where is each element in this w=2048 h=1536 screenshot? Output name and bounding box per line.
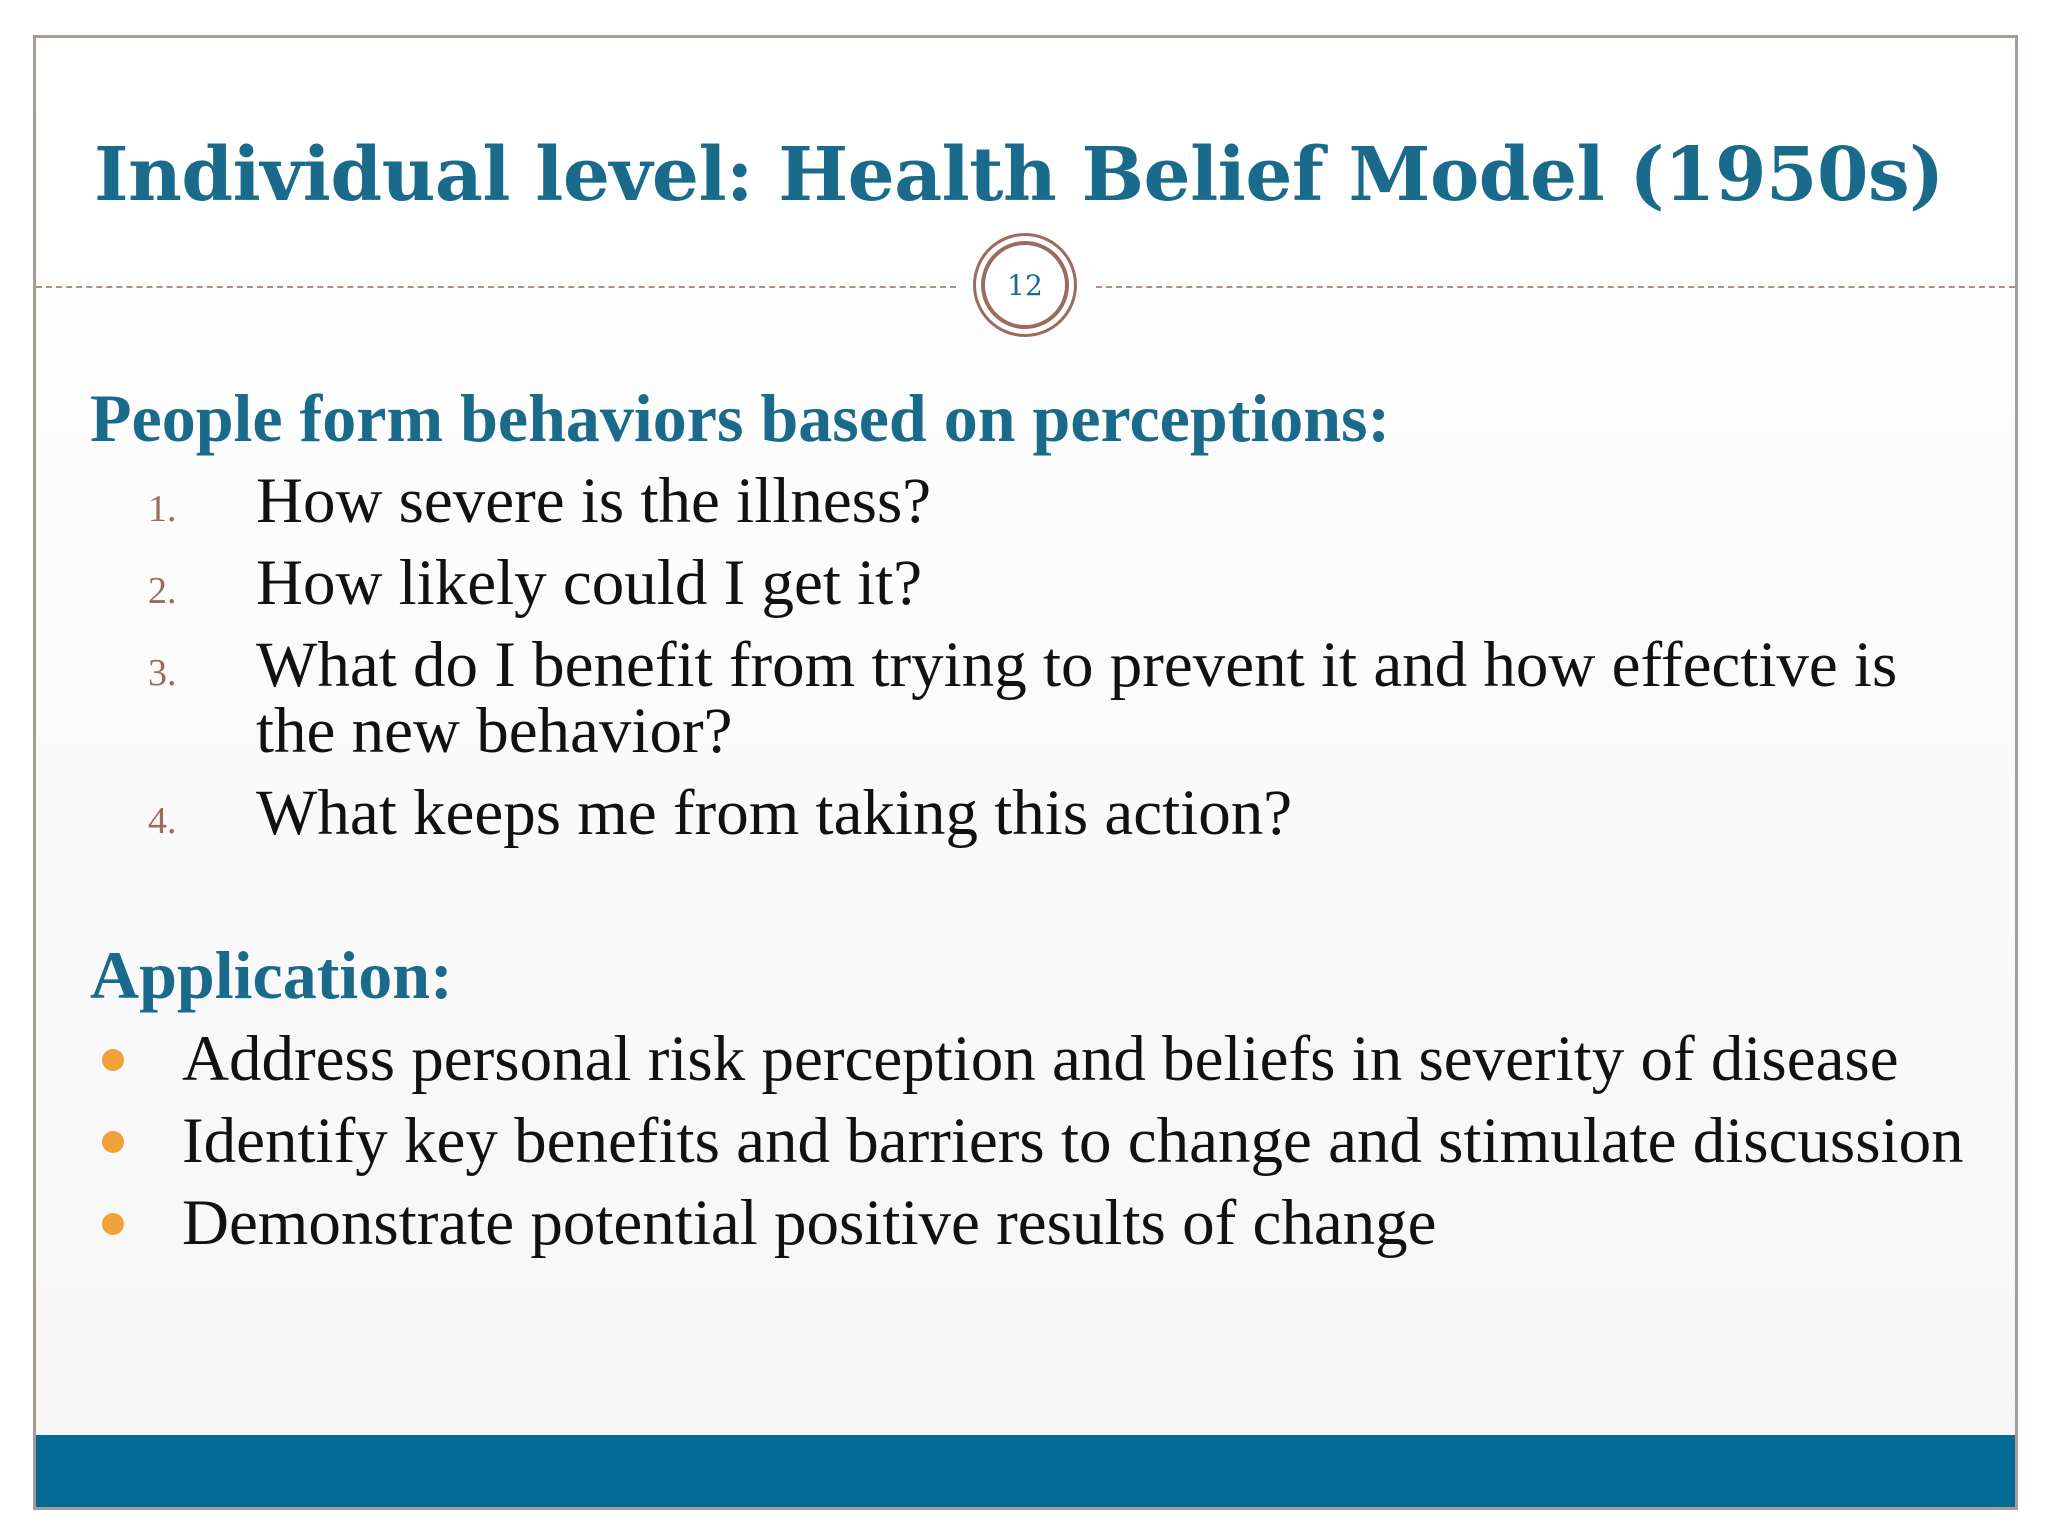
- list-item-text: How likely could I get it?: [256, 547, 923, 619]
- bullet-icon: [102, 1049, 124, 1071]
- list-item: [90, 1105, 1970, 1177]
- footer-bar: [36, 1435, 2015, 1507]
- title-divider-right: [1096, 286, 2015, 288]
- perceptions-heading: People form behaviors based on perceptions:: [90, 380, 1391, 456]
- list-number: 2.: [148, 570, 177, 612]
- list-item: [90, 1023, 1970, 1095]
- list-item: [148, 629, 1948, 767]
- page-number: 12: [981, 241, 1069, 329]
- slide: [33, 35, 2018, 1510]
- list-number: 3.: [148, 652, 177, 694]
- application-heading: Application:: [90, 937, 453, 1013]
- list-item: [148, 465, 1948, 537]
- list-item-text: Identify key benefits and barriers to change and stimulate discussion: [182, 1105, 1964, 1177]
- title-divider-left: [36, 286, 956, 288]
- list-item-text: Demonstrate potential positive results of change: [182, 1187, 1437, 1259]
- list-item-text: Address personal risk perception and beliefs in severity of disease: [182, 1023, 1899, 1095]
- application-list: [90, 1023, 1970, 1272]
- bullet-icon: [102, 1131, 124, 1153]
- slide-title: Individual level: Health Belief Model (1950s): [94, 132, 1944, 218]
- list-item: [90, 1187, 1970, 1259]
- bullet-icon: [102, 1213, 124, 1235]
- list-item: [148, 777, 1948, 849]
- list-item-text: How severe is the illness?: [256, 465, 932, 537]
- list-item: [148, 547, 1948, 619]
- page-number-badge: [973, 233, 1077, 337]
- list-number: 1.: [148, 488, 177, 530]
- perceptions-list: [148, 465, 1948, 862]
- list-item-text: What do I benefit from trying to prevent it and how effective is the new behavior?: [256, 629, 1898, 767]
- list-item-text: What keeps me from taking this action?: [256, 777, 1293, 849]
- list-number: 4.: [148, 800, 177, 842]
